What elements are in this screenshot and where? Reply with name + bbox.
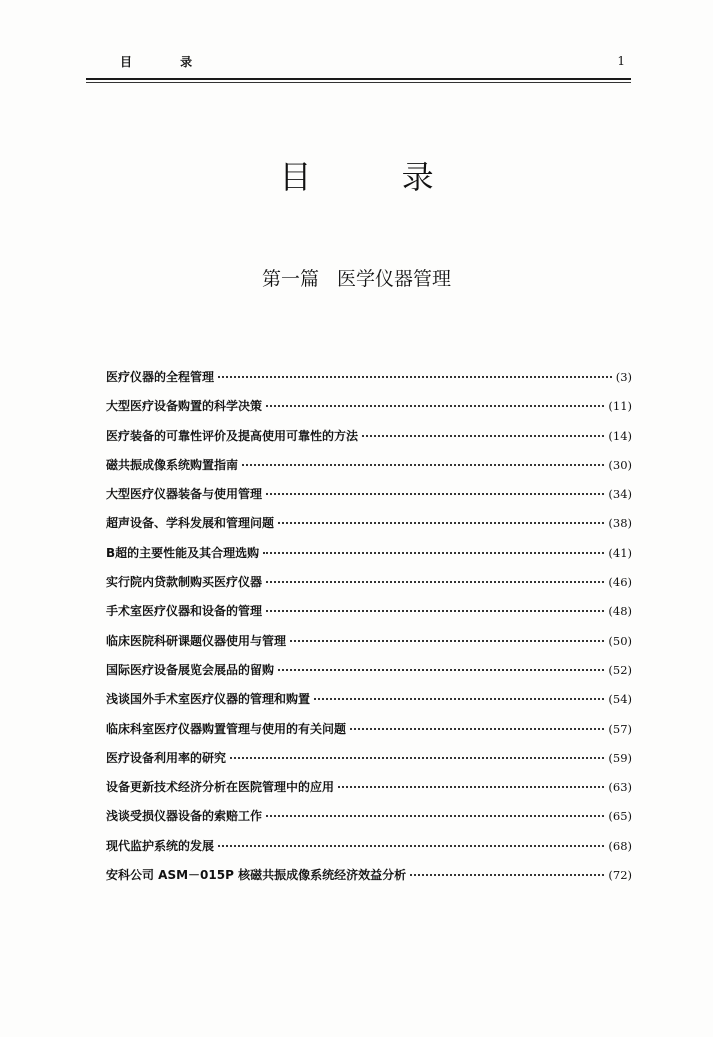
- toc-entry[interactable]: [106, 632, 632, 661]
- toc-entry-title: 实行院内贷款制购买医疗仪器: [106, 575, 263, 590]
- toc-leader: [410, 874, 604, 876]
- toc-entry-page: (38): [608, 516, 632, 531]
- toc-entry[interactable]: [106, 427, 632, 456]
- toc-leader: [218, 845, 604, 847]
- toc-entry-page: (59): [608, 750, 632, 765]
- page-title: 目 录: [279, 158, 474, 196]
- toc-entry[interactable]: [106, 690, 632, 719]
- toc-entry-title: 磁共振成像系统购置指南: [106, 457, 239, 472]
- toc-leader: [290, 640, 604, 642]
- toc-entry-page: (3): [615, 370, 632, 384]
- toc-entry-title: 设备更新技术经济分析在医院管理中的应用: [106, 780, 335, 795]
- toc-leader: [314, 698, 604, 700]
- toc-leader: [266, 405, 604, 407]
- header-page-number: 1: [617, 54, 625, 68]
- toc-entry-page: (72): [608, 868, 632, 883]
- toc-leader: [266, 610, 604, 612]
- toc-entry[interactable]: [106, 778, 632, 807]
- toc-entry-page: (11): [608, 399, 632, 414]
- toc-entry-title: 安科公司 ASM－015P 核磁共振成像系统经济效益分析: [106, 868, 407, 883]
- toc-entry-title: 医疗仪器的全程管理: [106, 370, 215, 384]
- toc-entry[interactable]: [106, 837, 632, 866]
- toc-entry-page: (34): [608, 487, 632, 502]
- toc-leader: [350, 728, 604, 730]
- toc-entry[interactable]: [106, 573, 632, 602]
- toc-entry[interactable]: [106, 514, 632, 543]
- toc-leader: [278, 669, 604, 671]
- toc-entry[interactable]: [106, 720, 632, 749]
- toc-entry-title: 国际医疗设备展览会展品的留购: [106, 662, 275, 677]
- toc-entry-title: 浅谈受损仪器设备的索赔工作: [106, 809, 263, 824]
- toc-entry[interactable]: [106, 661, 632, 690]
- toc-entry-page: (68): [608, 838, 632, 853]
- toc-entry-page: (50): [608, 633, 632, 648]
- toc-entry-page: (41): [608, 545, 632, 560]
- toc-entry-title: 浅谈国外手术室医疗仪器的管理和购置: [106, 692, 311, 707]
- toc-entry-page: (57): [608, 721, 632, 736]
- toc-entry-page: (65): [608, 809, 632, 824]
- toc-entry[interactable]: [106, 807, 632, 836]
- toc-entry-title: 大型医疗设备购置的科学决策: [106, 399, 263, 414]
- toc-leader: [362, 435, 604, 437]
- toc-entry[interactable]: [106, 602, 632, 631]
- toc-entry-title: 现代监护系统的发展: [106, 838, 215, 853]
- toc-leader: [242, 464, 604, 466]
- toc-entry-title: 超声设备、学科发展和管理问题: [106, 516, 275, 531]
- toc-entry[interactable]: [106, 544, 632, 573]
- toc-entry-title: 临床科室医疗仪器购置管理与使用的有关问题: [106, 721, 347, 736]
- toc-entry-page: (48): [608, 604, 632, 619]
- toc-entry-title: B超的主要性能及其合理选购: [106, 545, 260, 560]
- toc-entry[interactable]: [106, 456, 632, 485]
- toc-leader: [338, 786, 604, 788]
- toc-entry[interactable]: [106, 368, 632, 397]
- table-of-contents: [106, 368, 632, 895]
- toc-entry[interactable]: [106, 397, 632, 426]
- toc-entry-page: (30): [608, 457, 632, 472]
- toc-entry-page: (54): [608, 692, 632, 707]
- part-title: 第一篇 医学仪器管理: [261, 268, 452, 290]
- toc-entry[interactable]: [106, 749, 632, 778]
- toc-entry-title: 医疗装备的可靠性评价及提高使用可靠性的方法: [106, 428, 359, 443]
- toc-leader: [218, 376, 612, 378]
- toc-entry-title: 医疗设备利用率的研究: [106, 750, 227, 765]
- toc-leader: [263, 552, 604, 554]
- header-title: 目 录: [120, 55, 215, 69]
- toc-leader: [266, 815, 604, 817]
- toc-entry-page: (46): [608, 575, 632, 590]
- toc-leader: [266, 493, 604, 495]
- toc-entry[interactable]: [106, 485, 632, 514]
- toc-leader: [230, 757, 604, 759]
- toc-leader: [266, 581, 604, 583]
- toc-leader: [278, 522, 604, 524]
- toc-entry-title: 手术室医疗仪器和设备的管理: [106, 604, 263, 619]
- toc-entry-page: (63): [608, 780, 632, 795]
- toc-entry-page: (52): [608, 662, 632, 677]
- toc-entry-title: 临床医院科研课题仪器使用与管理: [106, 633, 287, 648]
- toc-entry-page: (14): [608, 428, 632, 443]
- toc-entry[interactable]: [106, 866, 632, 895]
- running-header: [86, 48, 631, 80]
- toc-entry-title: 大型医疗仪器装备与使用管理: [106, 487, 263, 502]
